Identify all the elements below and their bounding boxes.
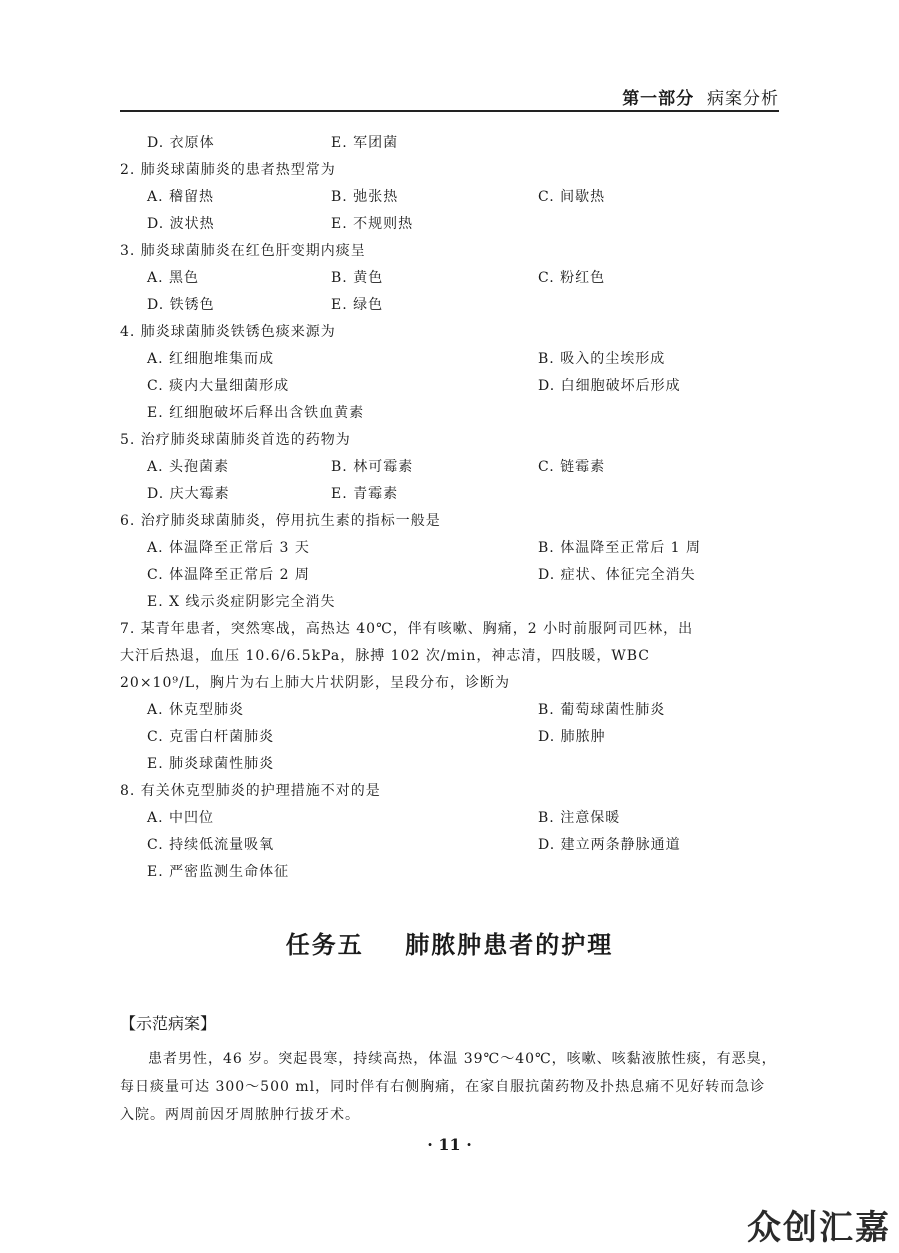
q5-option-e: E. 青霉素 — [331, 486, 399, 502]
q8-option-c: C. 持续低流量吸氧 — [147, 837, 275, 853]
q8-option-b: B. 注意保暖 — [538, 810, 621, 826]
q8-option-d: D. 建立两条静脉通道 — [538, 837, 681, 853]
header-section: 病案分析 — [707, 89, 779, 109]
q2-option-a: A. 稽留热 — [147, 189, 215, 205]
q3-option-b: B. 黄色 — [331, 270, 384, 286]
q2-option-b: B. 弛张热 — [331, 189, 399, 205]
q4-option-b: B. 吸入的尘埃形成 — [538, 351, 666, 367]
q3-option-c: C. 粉红色 — [538, 270, 606, 286]
q5-option-d: D. 庆大霉素 — [147, 486, 230, 502]
q8-stem: 8. 有关休克型肺炎的护理措施不对的是 — [120, 783, 381, 799]
q1-option-d: D. 衣原体 — [147, 135, 215, 151]
q2-option-e: E. 不规则热 — [331, 216, 414, 232]
section-title: 任务五 肺脓肿患者的护理 — [285, 931, 614, 959]
q7-option-b: B. 葡萄球菌性肺炎 — [538, 702, 666, 718]
q8-option-e: E. 严密监测生命体征 — [147, 864, 290, 880]
q5-option-c: C. 链霉素 — [538, 459, 606, 475]
q5-stem: 5. 治疗肺炎球菌肺炎首选的药物为 — [120, 432, 351, 448]
q2-option-c: C. 间歇热 — [538, 189, 606, 205]
q2-stem: 2. 肺炎球菌肺炎的患者热型常为 — [120, 162, 336, 178]
q3-option-e: E. 绿色 — [331, 297, 384, 313]
q7-option-e: E. 肺炎球菌性肺炎 — [147, 756, 275, 772]
header-title — [622, 84, 779, 109]
q4-option-c: C. 痰内大量细菌形成 — [147, 378, 290, 394]
q7-stem-line1: 7. 某青年患者，突然寒战，高热达 40℃，伴有咳嗽、胸痛，2 小时前服阿司匹林，出 — [120, 621, 694, 637]
q5-option-b: B. 林可霉素 — [331, 459, 414, 475]
page-number: · 11 · — [427, 1135, 472, 1154]
q5-option-a: A. 头孢菌素 — [147, 459, 230, 475]
q3-option-a: A. 黑色 — [147, 270, 200, 286]
q6-option-b: B. 体温降至正常后 1 周 — [538, 540, 701, 556]
q7-option-a: A. 休克型肺炎 — [147, 702, 245, 718]
case-label: 【示范病案】 — [120, 1014, 217, 1033]
q4-option-a: A. 红细胞堆集而成 — [147, 351, 275, 367]
q6-option-e: E. X 线示炎症阴影完全消失 — [147, 594, 336, 610]
q3-stem: 3. 肺炎球菌肺炎在红色肝变期内痰呈 — [120, 243, 366, 259]
running-header — [120, 80, 779, 112]
q7-option-c: C. 克雷白杆菌肺炎 — [147, 729, 275, 745]
header-part: 第一部分 — [622, 89, 695, 109]
q4-option-e: E. 红细胞破坏后释出含铁血黄素 — [147, 405, 365, 421]
watermark: 众创汇嘉 — [747, 1208, 891, 1248]
q8-option-a: A. 中凹位 — [147, 810, 215, 826]
q6-option-a: A. 体温降至正常后 3 天 — [147, 540, 310, 556]
q6-option-c: C. 体温降至正常后 2 周 — [147, 567, 310, 583]
q7-option-d: D. 肺脓肿 — [538, 729, 606, 745]
q6-stem: 6. 治疗肺炎球菌肺炎，停用抗生素的指标一般是 — [120, 513, 441, 529]
q4-stem: 4. 肺炎球菌肺炎铁锈色痰来源为 — [120, 324, 336, 340]
q2-option-d: D. 波状热 — [147, 216, 215, 232]
case-text: 患者男性，46 岁。突起畏寒，持续高热，体温 39℃～40℃，咳嗽、咳黏液脓性痰，有恶臭，每日痰量可达 300～500 ml，同时伴有右侧胸痛，在家自服抗菌药物及扑热息痛不见好转而急诊入院。两周前因牙周脓肿行拔牙术。 — [120, 1051, 777, 1123]
q7-stem-line3: 20×10⁹/L，胸片为右上肺大片状阴影，呈段分布，诊断为 — [120, 675, 510, 691]
q3-option-d: D. 铁锈色 — [147, 297, 215, 313]
q7-stem-line2: 大汗后热退，血压 10.6/6.5kPa，脉搏 102 次/min，神志清，四肢暖，WBC — [120, 648, 650, 664]
q4-option-d: D. 白细胞破坏后形成 — [538, 378, 681, 394]
q1-option-e: E. 军团菌 — [331, 135, 399, 151]
q6-option-d: D. 症状、体征完全消失 — [538, 567, 696, 583]
